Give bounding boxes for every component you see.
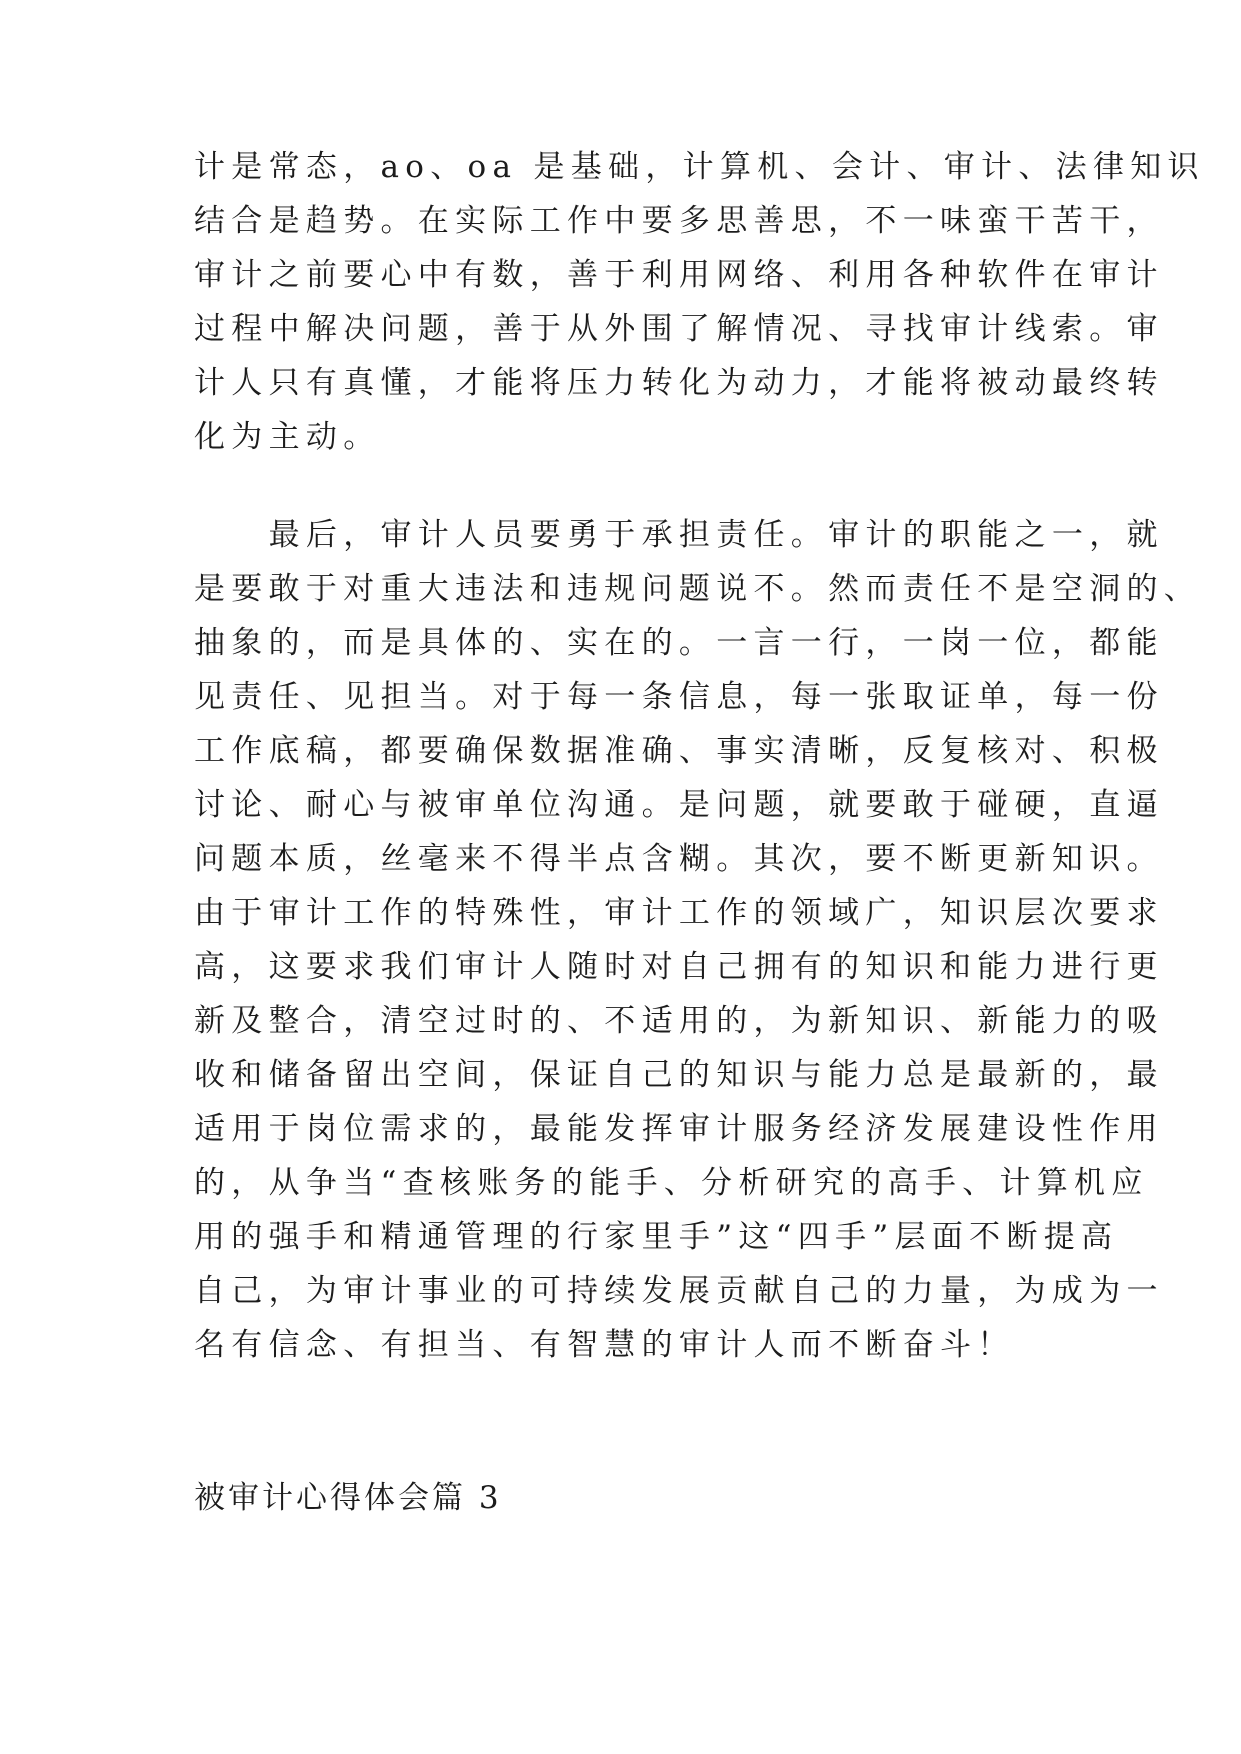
text-line: 收和储备留出空间，保证自己的知识与能力总是最新的，最 — [194, 1057, 1164, 1093]
text-line: 新及整合，清空过时的、不适用的，为新知识、新能力的吸 — [194, 1003, 1164, 1039]
text-line: 最后，审计人员要勇于承担责任。审计的职能之一，就 — [194, 517, 1164, 553]
text-line: 审计之前要心中有数，善于利用网络、利用各种软件在审计 — [194, 257, 1164, 293]
text-line: 工作底稿，都要确保数据准确、事实清晰，反复核对、积极 — [194, 733, 1164, 769]
text-line: 过程中解决问题，善于从外围了解情况、寻找审计线索。审 — [194, 311, 1164, 347]
section-heading: 被审计心得体会篇 3 — [194, 1480, 502, 1516]
text-line: 高，这要求我们审计人随时对自己拥有的知识和能力进行更 — [194, 949, 1164, 985]
text-line: 结合是趋势。在实际工作中要多思善思，不一味蛮干苦干， — [194, 203, 1164, 239]
text-line: 由于审计工作的特殊性，审计工作的领域广，知识层次要求 — [194, 895, 1164, 931]
text-line: 问题本质，丝毫来不得半点含糊。其次，要不断更新知识。 — [194, 841, 1164, 877]
text-line: 讨论、耐心与被审单位沟通。是问题，就要敢于碰硬，直逼 — [194, 787, 1164, 823]
text-line: 名有信念、有担当、有智慧的审计人而不断奋斗！ — [194, 1327, 1015, 1363]
text-line: 是要敢于对重大违法和违规问题说不。然而责任不是空洞的、 — [194, 571, 1202, 607]
text-line: 适用于岗位需求的，最能发挥审计服务经济发展建设性作用 — [194, 1111, 1164, 1147]
text-line: 见责任、见担当。对于每一条信息，每一张取证单，每一份 — [194, 679, 1164, 715]
text-line: 的，从争当“查核账务的能手、分析研究的高手、计算机应 — [194, 1165, 1149, 1201]
text-line: 抽象的，而是具体的、实在的。一言一行，一岗一位，都能 — [194, 625, 1164, 661]
text-line: 计是常态，ao、oa 是基础，计算机、会计、审计、法律知识 — [194, 149, 1205, 185]
text-line: 计人只有真懂，才能将压力转化为动力，才能将被动最终转 — [194, 365, 1164, 401]
text-line: 化为主动。 — [194, 419, 381, 455]
text-line: 用的强手和精通管理的行家里手”这“四手”层面不断提高 — [194, 1219, 1119, 1255]
text-line: 自己，为审计事业的可持续发展贡献自己的力量，为成为一 — [194, 1273, 1164, 1309]
